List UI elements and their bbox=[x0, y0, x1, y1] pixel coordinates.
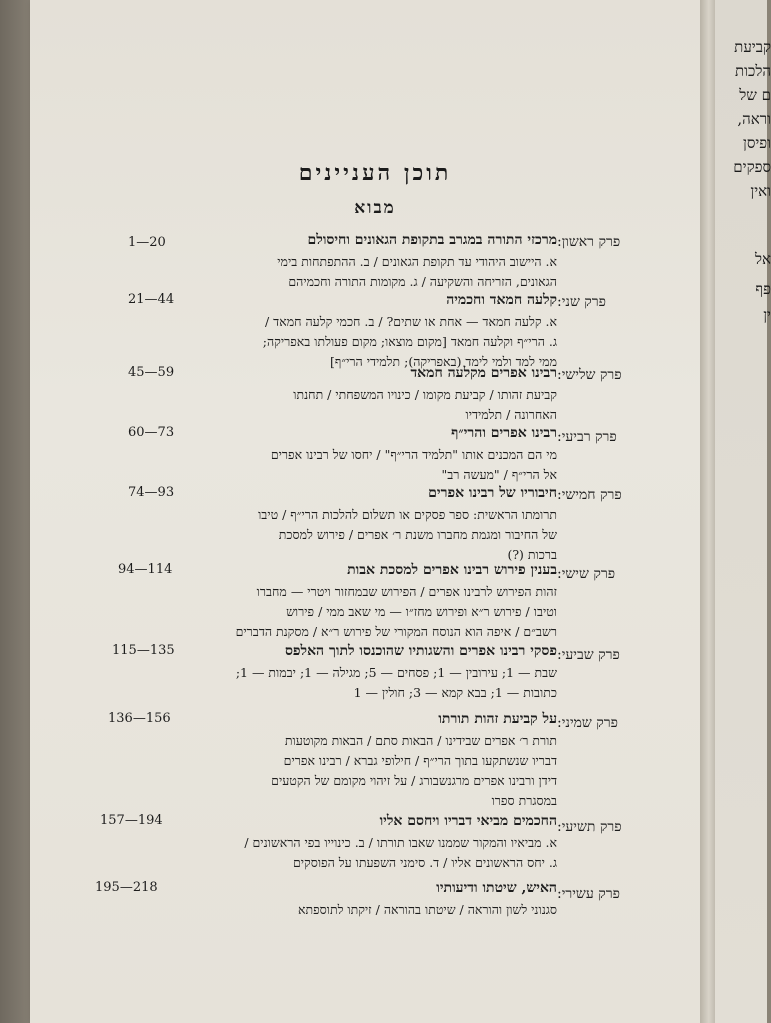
contents-line: שבת — 1; עירובין — 1; פסחים — 5; מגילה — 1; יבמות — 1; bbox=[235, 665, 557, 680]
contents-line: א. היישוב היהודי עד תקופת הגאונים / ב. ההתפתחות בימי bbox=[277, 254, 557, 269]
page-title: תוכן העניינים bbox=[298, 160, 452, 186]
adjacent-text: ופיסן bbox=[743, 134, 771, 152]
adjacent-page bbox=[715, 0, 771, 1023]
page-range: 74—93 bbox=[128, 485, 175, 500]
adjacent-text: ם של bbox=[739, 86, 771, 104]
contents-line: האחרונה / תלמידיו bbox=[465, 407, 557, 422]
chapter-contents bbox=[157, 445, 557, 485]
chapter-title: רבינו אפרים והרי״ף bbox=[451, 425, 557, 441]
chapter-label: פרק שלישי: bbox=[557, 367, 622, 383]
chapter-contents bbox=[157, 731, 557, 811]
adjacent-text: אל bbox=[754, 250, 771, 268]
chapter-title: החכמים מביאי דבריו ויחסם אליו bbox=[379, 813, 557, 829]
chapter-label: פרק שביעי: bbox=[557, 647, 620, 663]
chapter-contents bbox=[157, 312, 557, 372]
chapter-label: פרק שני: bbox=[557, 294, 607, 310]
contents-line: זהות הפירוש לרבינו אפרים / הפירוש שבמחזור ויטרי — מחברו bbox=[256, 584, 557, 599]
adjacent-text: ין bbox=[763, 306, 771, 324]
chapter-title: על קביעת זהות תורתו bbox=[438, 711, 557, 727]
contents-line: של החיבור ומגמת מחברו משנת ר׳ אפרים / פירוש למסכת bbox=[278, 527, 557, 542]
chapter-label: פרק שמיני: bbox=[557, 715, 618, 731]
chapter-label: פרק ראשון: bbox=[557, 234, 621, 250]
adjacent-text: פף bbox=[755, 280, 771, 298]
contents-line: וטיבו / פירוש ר״א ופירוש מחז״ו — מי שאב ממי / פירוש bbox=[286, 604, 557, 619]
chapter-contents bbox=[157, 582, 557, 642]
chapter-label: פרק שישי: bbox=[557, 566, 616, 582]
page-range: 136—156 bbox=[108, 711, 171, 726]
chapter-label: פרק חמישי: bbox=[557, 487, 622, 503]
contents-line: דידן ורבינו אפרים מרגנשבורג / על זיהוי מקומם של הקטעים bbox=[271, 773, 557, 788]
page-range: 1—20 bbox=[128, 235, 166, 250]
chapter-title: האיש, שיטתו ודיעותיו bbox=[436, 880, 557, 896]
section-subtitle: מבוא bbox=[354, 198, 396, 218]
page-range: 60—73 bbox=[128, 425, 175, 440]
page-range: 94—114 bbox=[118, 562, 173, 577]
adjacent-text: ואין bbox=[750, 182, 771, 200]
adjacent-text: וראה, bbox=[737, 110, 771, 128]
contents-line: תורת ר׳ אפרים שבידינו / הבאות סתם / הבאות מקוטעות bbox=[284, 733, 557, 748]
contents-line: מי הם המכנים אותו "תלמיד הרי״ף" / יחסו של רבינו אפרים bbox=[270, 447, 557, 462]
chapter-label: פרק עשירי: bbox=[557, 886, 620, 902]
adjacent-text: הלכות bbox=[735, 62, 771, 80]
chapter-title: חיבוריו של רבינו אפרים bbox=[428, 485, 557, 501]
chapter-contents bbox=[157, 505, 557, 565]
page-range: 157—194 bbox=[100, 813, 163, 828]
chapter-label: פרק תשיעי: bbox=[557, 819, 622, 835]
contents-line: א. קלעה חמאד — אחת או שתים? / ב. חכמי קלעה חמאד / bbox=[265, 314, 557, 329]
contents-line: כתובות — 1; בבא קמא — 3; חולין — 1 bbox=[353, 685, 557, 700]
chapter-contents bbox=[157, 663, 557, 703]
chapter-contents bbox=[157, 900, 557, 920]
chapter-title: קלעה חמאד וחכמיה bbox=[446, 292, 557, 308]
contents-line: רשב״ם / איפה הוא הנוסח המקורי של פירוש ר״א / מסקנת הדברים bbox=[235, 624, 557, 639]
chapter-title: מרכזי התורה במגרב בתקופת הגאונים וחיסולם bbox=[307, 232, 557, 248]
contents-line: במסגרת ספרו bbox=[491, 793, 557, 808]
chapter-title: בענין פירוש רבינו אפרים למסכת אבות bbox=[347, 562, 557, 578]
chapter-contents bbox=[157, 385, 557, 425]
page-range: 195—218 bbox=[95, 880, 158, 895]
chapter-label: פרק רביעי: bbox=[557, 429, 617, 445]
page-range: 45—59 bbox=[128, 365, 175, 380]
contents-line: ג. יחס הראשונים אליו / ד. סימני השפעתו על הפוסקים bbox=[292, 855, 557, 870]
contents-line: ג. הרי״ף וקלעה חמאד [מקום מוצאו; מקום פעולתו באפריקה; bbox=[262, 334, 557, 349]
chapter-title: פסקי רבינו אפרים והשגותיו שהוכנסו לתוך האלפס bbox=[284, 643, 557, 659]
adjacent-text: קביעת bbox=[734, 38, 771, 56]
contents-line: ממי למד ולמי לימד (באפריקה); תלמידי הרי״ף] bbox=[330, 354, 557, 369]
chapter-contents bbox=[157, 833, 557, 873]
adjacent-text: ספקים bbox=[733, 158, 771, 176]
page-range: 115—135 bbox=[112, 643, 175, 658]
contents-line: סגנוני לשון והוראה / שיטתו בהוראה / זיקתו לתוספתא bbox=[297, 902, 557, 917]
contents-line: קביעת זהותו / קביעת מקומו / כינויו המשפחתי / תחנתו bbox=[293, 387, 557, 402]
page-range: 21—44 bbox=[128, 292, 175, 307]
contents-line: הגאונים, הזריחה והשקיעה / ג. מקומות התורה וחכמיהם bbox=[288, 274, 557, 289]
contents-line: ברכות (?) bbox=[507, 547, 557, 562]
contents-line: א. מביאיו והמקור שממנו שאבו תורתו / ב. כינוייו בפי הראשונים / bbox=[244, 835, 557, 850]
contents-line: תרומתו הראשית: ספר פסקים או תשלום להלכות הרי״ף / טיבו bbox=[258, 507, 557, 522]
contents-line: דבריו שנשתקעו בתוך הרי״ף / חילופי גברא / רבינו אפרים bbox=[283, 753, 557, 768]
chapter-contents bbox=[157, 252, 557, 292]
chapter-title: רבינו אפרים מקלעה חמאד bbox=[410, 365, 557, 381]
contents-line: אל הרי״ף / "מעשה רב" bbox=[441, 467, 557, 482]
